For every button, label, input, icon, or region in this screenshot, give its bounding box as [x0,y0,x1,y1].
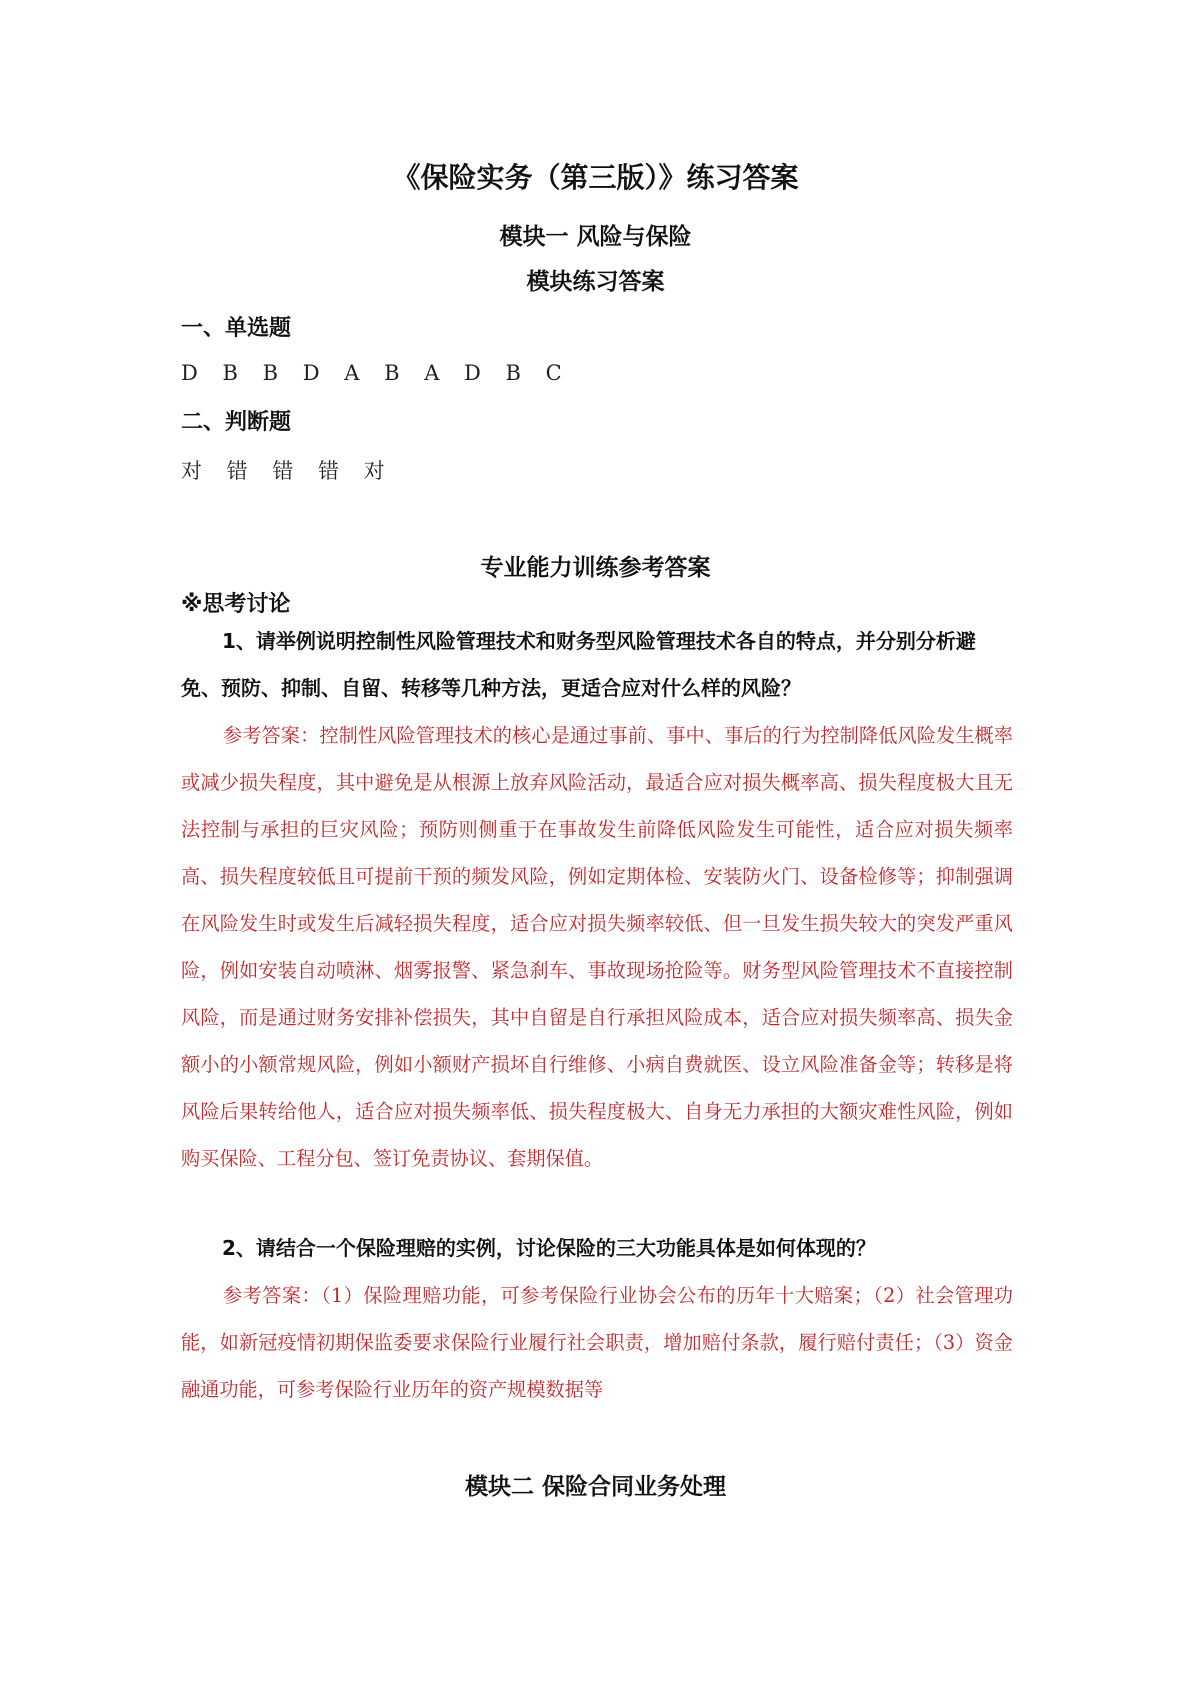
true-false-heading: 二、判断题 [181,410,292,435]
single-choice-heading: 一、单选题 [181,316,292,341]
document-title: 《保险实务（第三版）》练习答案 [392,161,799,194]
true-false-answers: 对 错 错 错 对 [181,459,394,483]
question-1: 1、请举例说明控制性风险管理技术和财务型风险管理技术各自的特点，并分别分析避免、预防、抑制、自留、转移等几种方法，更适合应对什么样的风险？ [181,629,976,700]
question-2: 2、请结合一个保险理赔的实例，讨论保险的三大功能具体是如何体现的？ [222,1236,876,1260]
module1-title: 模块一 风险与保险 [499,224,692,250]
module-exercise-title: 模块练习答案 [526,269,665,295]
reference-answer-2: 参考答案：（1）保险理赔功能，可参考保险行业协会公布的历年十大赔案；（2）社会管理功能，如新冠疫情初期保监委要求保险行业履行社会职责，增加赔付条款，履行赔付责任；（3）资金融通功能，可参考保险行业历年的资产规模数据等 [181,1284,1013,1401]
reference-answer-1: 参考答案：控制性风险管理技术的核心是通过事前、事中、事后的行为控制降低风险发生概率或减少损失程度，其中避免是从根源上放弃风险活动，最适合应对损失概率高、损失程度极大且无法控制与承担的巨灾风险；预防则侧重于在事故发生前降低风险发生可能性，适合应对损失频率高、损失程度较低且可提前干预的频发风险，例如定期体检、安装防火门、设备检修等；抑制强调在风险发生时或发生后减轻损失程度，适合应对损失频率较低、但一旦发生损失较大的突发严重风险，例如安装自动喷淋、烟雾报警、紧急刹车、事故现场抢险等。财务型风险管理技术不直接控制风险，而是通过财务安排补偿损失，其中自留是自行承担风险成本，适合应对损失频率高、损失金额小的小额常规风险，例如小额财产损坏自行维修、小病自费就医、设立风险准备金等；转移是将风险后果转给他人，适合应对损失频率低、损失程度极大、自身无力承担的大额灾难性风险，例如购买保险、工程分包、签订免责协议、套期保值。 [181,724,1013,1170]
professional-training-title: 专业能力训练参考答案 [480,555,711,581]
module2-title: 模块二 保险合同业务处理 [464,1474,726,1500]
single-choice-answers: D B B D A B A D B C [181,361,571,385]
discussion-heading: ※思考讨论 [181,592,291,617]
